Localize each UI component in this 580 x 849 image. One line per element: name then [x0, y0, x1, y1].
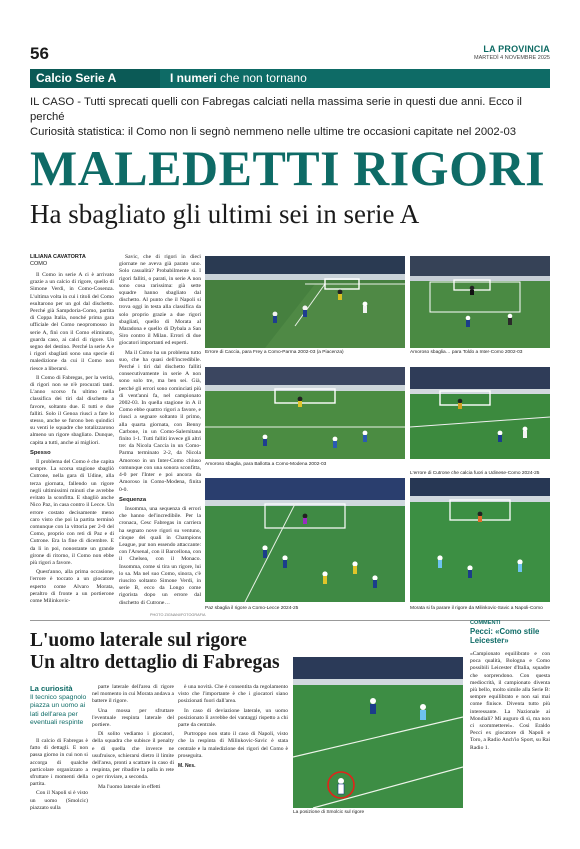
article-paragraph: Quest'anno, alla prima occasione, l'errore è toccato a un giocatore esperto come Alvaro Morata, peraltro di fronte a un portierone come Milinkovic-: [30, 569, 114, 604]
photo-caption: Amoroso sbaglia… para Toldo a Inter-Como 2002-03: [410, 350, 523, 355]
curiosita-text: Il tecnico spagnolo piazza un uomo ai lati dell'area per eventuali respinte: [30, 694, 87, 726]
photo-caption: Paz sbaglia il rigore a Como-Lecce 2024-25: [205, 606, 299, 611]
byline: [30, 254, 86, 268]
comment-title: Pecci: «Como stile Leicester»: [470, 627, 540, 645]
article-subheading: Spesso: [30, 449, 51, 456]
article-column-1: [30, 272, 114, 607]
section2-column-1: [30, 738, 88, 814]
article-paragraph: Il problema del Como è che capita sempre. La scorsa stagione sbagliò Cutrone, nella gara di Udine, alla terza giornata, fallendo un rigore negli ultimissimi minuti che avrebbe evitato la sconfitta. E sbagliò anche Nico Paz, in casa contro il Lecce. Un errore costato decisamente meno caro visto che poi la partita terminò comunque con la vittoria per 2-0 del Como, proprio con reti di Paz e di Cutrone. Era la fine di dicembre. E da lì in poi, nonostante un grande girone di ritorno, il Como non ebbe più rigori a favore.: [30, 459, 114, 566]
photo-smolcic-position: [293, 657, 463, 808]
article-paragraph: è una novità. Che è consentita da regolamento visto che l'importante è che i giocatori siano posizionati fuori dall'area.: [178, 684, 288, 705]
section2-column-2: [92, 684, 174, 793]
photo-morata-penalty: [410, 478, 550, 602]
comment-body: «Campionato equilibrato e con poca qualità, Bologna e Como possibili Leicester d'Italia, squadre che sorprendono. Con questa mediocrità, il campionato diventa più bello, molto simile alla Serie B: sempre equilibrato e non sai mai come finisce. Diventa tutto più interessante. La Nazionale ai Mondiali? Mi auguro di sì, ma non ci scommetterei». Così Eraldo Pecci ex giocatore di Napoli e Toro, a Radio Anch'io Sport, su Rai Radio 1.: [470, 651, 550, 751]
section-topic-rest: che non tornano: [216, 71, 307, 85]
article-paragraph: Purtroppo non stato il caso di Napoli, visto che la respinta di Milinkovic-Savic è stata centrale e la maledizione dei rigori del Como è proseguita.: [178, 731, 288, 759]
photo-caption: L'errore di Cutrone che calcia fuori a Udinese-Como 2024-25: [410, 471, 540, 476]
photo-caccia-penalty: [205, 256, 405, 348]
article-paragraph: Una mossa per sfruttare l'eventuale respinta laterale del portiere.: [92, 707, 174, 729]
photo-credit: PHOTO ZIGNANI/FOTOGRAFIA: [150, 613, 206, 617]
curiosita-label: La curiosità: [30, 684, 73, 693]
page-number: 56: [30, 44, 49, 63]
article-paragraph: Il Como di Fabregas, per la verità, di rigori non se n'è procurati tanti. L'anno scorso fu ultimo nella classifica dei tiri dal dischetto a favore, soltanto due. E tutti e due falliti. Solo il Genoa riuscì a fare lo stesso, anche se furono ben quindici su venti le squadre che totalizzarono almeno un rigore sbagliato. Dunque, capita a tutti, anche ai migliori.: [30, 374, 114, 446]
masthead-brand: LA PROVINCIA: [483, 44, 550, 54]
article-paragraph: Di solito vediamo i giocatori, della squadra che subisce il penalty e di quella che inverce ne usufruisce, schierarsi dietro il limite dell'area, pronti a scattare in caso di respinta, per ribadire la palla in rete o per rinviare, a seconda.: [92, 731, 174, 781]
photo-caption: Amoroso sbaglia, para Ballotta a Como-Modena 2002-03: [205, 462, 327, 467]
article-paragraph: parte laterale dell'area di rigore nel momento in cui Morata andava a battere il rigore.: [92, 684, 175, 705]
article-signature: M. Nes.: [178, 763, 196, 770]
photo-amoroso-inter-penalty: [410, 256, 550, 348]
article-subheading: Sequenza: [119, 496, 147, 503]
photo-paz-penalty: [205, 478, 405, 602]
page-header: [30, 44, 550, 66]
article-paragraph: Insomma, una sequenza di errori che hanno del'incredibile. Per la cronaca, Cesc Fabregas in carriera ha segnato nove rigori su ventuno, cinque dei quali in Champions League, pur non essendo attaccante: con l'Arsenal, con il Barcellona, con il Chelsea, con il Monaco. Insomma, come si tira un rigore, lui lo sa. Ma nel suo Como, sinora, c'è riuscito soltanto Simone Verdi, in serie B, ecco da Longo come rigorista dopo un errore dal dischetto di Cutrone…: [119, 505, 201, 606]
photo-caption: Errore di Caccia, para Frey a Como-Parma 2002-03 (a Piacenza): [205, 350, 344, 355]
article-paragraph: Il Como in serie A ci è arrivato grazie a un calcio di rigore, quello di Simone Verdi, in Como-Cosenza. L'ultima volta in cui i titoli del Como esultarono per un gol dal dischetto. Perché già Sampdoria-Como, partita di Coppa Italia, nonché prima gara ufficiale del Como neopromosso in serie A, finì con il Como eliminato, guarda caso, ai calci di rigore. Un segno del destino. Perché la serie A e i rigori sbagliati sono una specie di maledizione da cui il Como non riesce a liberarsi.: [30, 272, 114, 372]
headline: MALEDETTI RIGORI: [30, 140, 546, 196]
kicker-line-2: Curiosità statistica: il Como non li segnò nemmeno nelle ultime tre occasioni capitate nel 2002-03: [30, 126, 517, 138]
section-label: Calcio Serie A: [30, 69, 160, 88]
photo-caption: La posizione di Smolcic sul rigore: [293, 810, 365, 815]
article-paragraph: Con il Napoli si è visto un uomo (Smolcic) piazzato sulla: [30, 790, 88, 811]
section2-column-3: [178, 684, 288, 772]
article-column-2: [119, 254, 201, 609]
secondary-headline-line-2: Un altro dettaglio di Fabregas: [30, 652, 280, 673]
masthead-date: MARTEDÌ 4 NOVEMBRE 2025: [473, 55, 550, 61]
byline-author: LILIANA CAVATORTA: [30, 254, 86, 260]
kicker-line-1: IL CASO - Tutti sprecati quelli con Fabregas calciati nella massima serie in questi due anni. Ecco il perché: [30, 96, 522, 123]
secondary-headline-line-1: L'uomo laterale sul rigore: [30, 630, 247, 651]
comment-box: [470, 620, 550, 820]
photo-caption: Morata si fa parare il rigore da Milinkovic-Savic a Napoli-Como: [410, 606, 543, 611]
photo-amoroso-modena-penalty: [205, 367, 405, 459]
section-topic-bold: I numeri: [170, 71, 217, 85]
section-topic: [166, 69, 311, 88]
article-paragraph: Savic, che di rigori in dieci giornate ne aveva già parato uno. Solo casualità? Probabilmente sì. I rigori falliti, o parati, in serie A non sono cosa rarissima: già sette squadre hanno sbagliato dal dischetto. Al punto che il Napoli si trova oggi in testa alla classifica da solo proprio grazie a due rigori sbagliati, quello di Morata al Maradona e quello di Dybala a San Siro contro il Milan. Errori di due giocatori importanti ed esperti.: [119, 254, 201, 347]
byline-place: COMO: [30, 261, 48, 267]
secondary-headline: [30, 630, 280, 674]
article-paragraph: Il calcio di Fabregas è fatto di dettagli. E non passa giorno in cui non si accorga di qualche particolare organizzato a sfruttare i momenti della partita.: [30, 738, 88, 788]
subheadline: Ha sbagliato gli ultimi sei in serie A: [30, 199, 420, 229]
article-paragraph: Ma l'uomo laterale in effetti: [98, 783, 161, 790]
section-bar: [30, 69, 550, 88]
kicker: [30, 95, 550, 140]
comment-tag: COMMENTI: [470, 620, 501, 626]
photo-cutrone-penalty: [410, 367, 550, 459]
masthead: [474, 44, 550, 61]
article-paragraph: Ma il Como ha un problema tutto suo, che ha quasi dell'incredibile. Perché i tiri dal dischetto falliti consecutivamente in serie A non sono solo tre, ma ben sei. Già, perché gli errori sono cominciati più di vent'anni fa, nel campionato 2002-03. In quella stagione in A il Como ebbe quattro rigori a favore, e riuscì a segnare soltanto il primo, alla quarta giornata, con Benny Carbone, in un Como-Salernitana finito 1-1. Tutti falliti invece gli altri tre: da Nicola Caccia in un Como-Parma terminato 2-2, da Nicola Amoroso in un Inter-Como chiuso comunque con una sonora sconfitta, 4-0 per l'Inter e poi ancora da Amoroso in Como-Modena, finita 0-0.: [119, 349, 201, 493]
article-paragraph: In caso di deviazione laterale, un uomo posizionato lì avrebbe dei vantaggi rispetto a chi parte da centrale.: [178, 707, 288, 729]
